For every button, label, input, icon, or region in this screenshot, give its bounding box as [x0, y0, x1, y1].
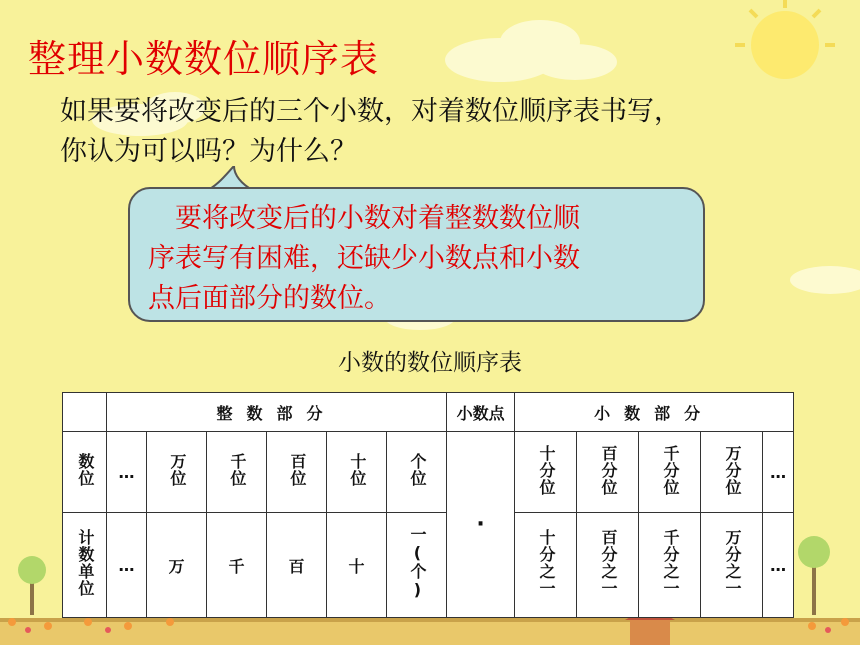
table-header-row: [63, 393, 794, 432]
integer-part-header: 整数部分: [107, 393, 447, 432]
answer-line-2: 序表写有困难，还缺少小数点和小数: [148, 243, 580, 274]
digit-cell-hundredths: 百分位: [577, 432, 639, 513]
digit-cell-ones: 个位: [387, 432, 447, 513]
unit-cell-thousand: 千: [207, 513, 267, 618]
unit-cell-one: 一(个): [387, 513, 447, 618]
digit-cell-ellipsis-left: …: [107, 432, 147, 513]
answer-speech-bubble: [128, 187, 705, 322]
answer-line-3: 点后面部分的数位。: [148, 283, 391, 314]
question-text: [60, 92, 840, 172]
digit-cell-ten-thousands: 万位: [147, 432, 207, 513]
table-caption: 小数的数位顺序表: [338, 350, 522, 376]
table-row-digit-place: [63, 432, 794, 513]
question-line-1: 如果要将改变后的三个小数，对着数位顺序表书写，: [60, 96, 681, 127]
place-value-table-container: [62, 392, 793, 618]
row-label-counting-unit: 计数单位: [63, 513, 107, 618]
unit-cell-hundred: 百: [267, 513, 327, 618]
unit-cell-ten: 十: [327, 513, 387, 618]
table-row-counting-unit: [63, 513, 794, 618]
decimal-place-value-table: [62, 392, 794, 618]
decimal-part-header: 小数部分: [515, 393, 794, 432]
digit-cell-ellipsis-right: …: [763, 432, 794, 513]
digit-cell-thousandths: 千分位: [639, 432, 701, 513]
row-label-digit-place: 数位: [63, 432, 107, 513]
unit-cell-ellipsis-left: …: [107, 513, 147, 618]
digit-cell-ten-thousandths: 万分位: [701, 432, 763, 513]
decimal-point-cell: ·: [447, 432, 515, 618]
digit-cell-thousands: 千位: [207, 432, 267, 513]
unit-cell-ten-thousand: 万: [147, 513, 207, 618]
unit-cell-one-thousandth: 千分之一: [639, 513, 701, 618]
unit-cell-one-ten-thousandth: 万分之一: [701, 513, 763, 618]
slide-title: 整理小数数位顺序表: [28, 37, 380, 81]
question-line-2: 你认为可以吗？为什么？: [60, 136, 357, 167]
unit-cell-ellipsis-right: …: [763, 513, 794, 618]
unit-cell-one-hundredth: 百分之一: [577, 513, 639, 618]
digit-cell-tenths: 十分位: [515, 432, 577, 513]
corner-cell: [63, 393, 107, 432]
digit-cell-hundreds: 百位: [267, 432, 327, 513]
decimal-point-header: 小数点: [447, 393, 515, 432]
digit-cell-tens: 十位: [327, 432, 387, 513]
answer-line-1: 要将改变后的小数对着整数数位顺: [148, 203, 580, 234]
unit-cell-one-tenth: 十分之一: [515, 513, 577, 618]
